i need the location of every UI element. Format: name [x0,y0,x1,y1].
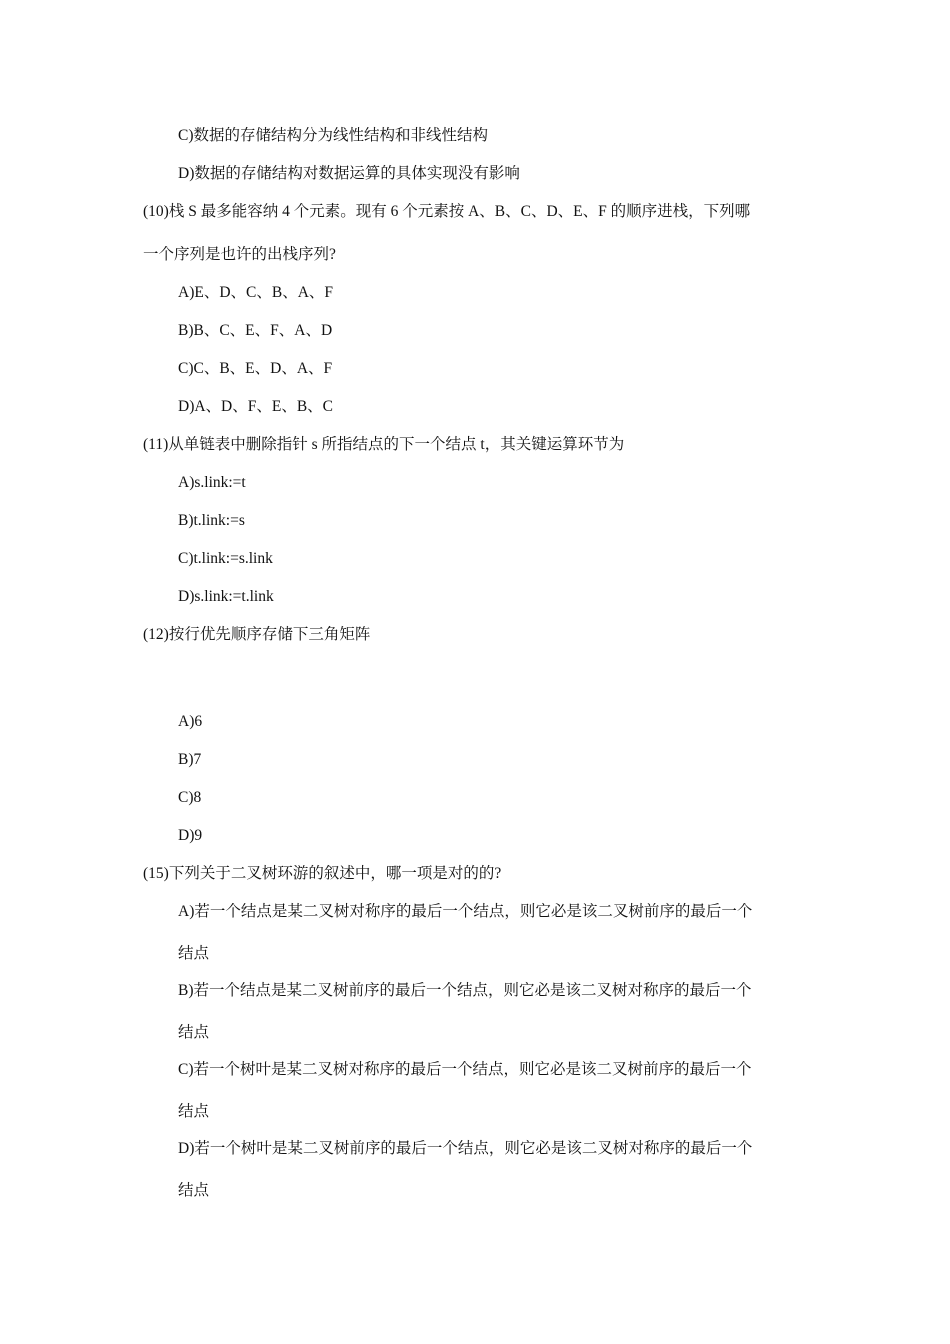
option-d-q15-continued: 结点 [178,1182,210,1199]
option-a-q15-continued: 结点 [178,945,210,962]
option-c-q15: C)若一个树叶是某二叉树对称序的最后一个结点，则它必是该二叉树前序的最后一个 [178,1061,752,1078]
option-b-q15-continued: 结点 [178,1024,210,1041]
option-c-q12: C)8 [178,789,202,806]
option-a-q12: A)6 [178,713,203,730]
option-a-q15: A)若一个结点是某二叉树对称序的最后一个结点，则它必是该二叉树前序的最后一个 [178,903,753,920]
option-c-q10: C)C、B、E、D、A、F [178,360,333,377]
option-b-q10: B)B、C、E、F、A、D [178,322,333,339]
option-a-q10: A)E、D、C、B、A、F [178,284,334,301]
question-11: (11)从单链表中删除指针 s 所指结点的下一个结点 t，其关键运算环节为 [143,436,625,453]
question-10-continued: 一个序列是也许的出栈序列? [143,246,336,263]
question-12: (12)按行优先顺序存储下三角矩阵 [143,626,371,643]
option-d-q11: D)s.link:=t.link [178,588,274,605]
option-d-q15: D)若一个树叶是某二叉树前序的最后一个结点，则它必是该二叉树对称序的最后一个 [178,1140,753,1157]
option-c-q11: C)t.link:=s.link [178,550,273,567]
question-10: (10)栈 S 最多能容纳 4 个元素。现有 6 个元素按 A、B、C、D、E、F 的顺序进栈，下列哪 [143,203,751,220]
option-c-q9: C)数据的存储结构分为线性结构和非线性结构 [178,127,489,144]
option-d-q10: D)A、D、F、E、B、C [178,398,334,415]
option-d-q12: D)9 [178,827,203,844]
option-b-q11: B)t.link:=s [178,512,245,529]
option-d-q9: D)数据的存储结构对数据运算的具体实现没有影响 [178,165,520,182]
option-a-q11: A)s.link:=t [178,474,246,491]
option-b-q15: B)若一个结点是某二叉树前序的最后一个结点，则它必是该二叉树对称序的最后一个 [178,982,752,999]
option-b-q12: B)7 [178,751,202,768]
option-c-q15-continued: 结点 [178,1103,210,1120]
question-15: (15)下列关于二叉树环游的叙述中，哪一项是对的的? [143,865,502,882]
